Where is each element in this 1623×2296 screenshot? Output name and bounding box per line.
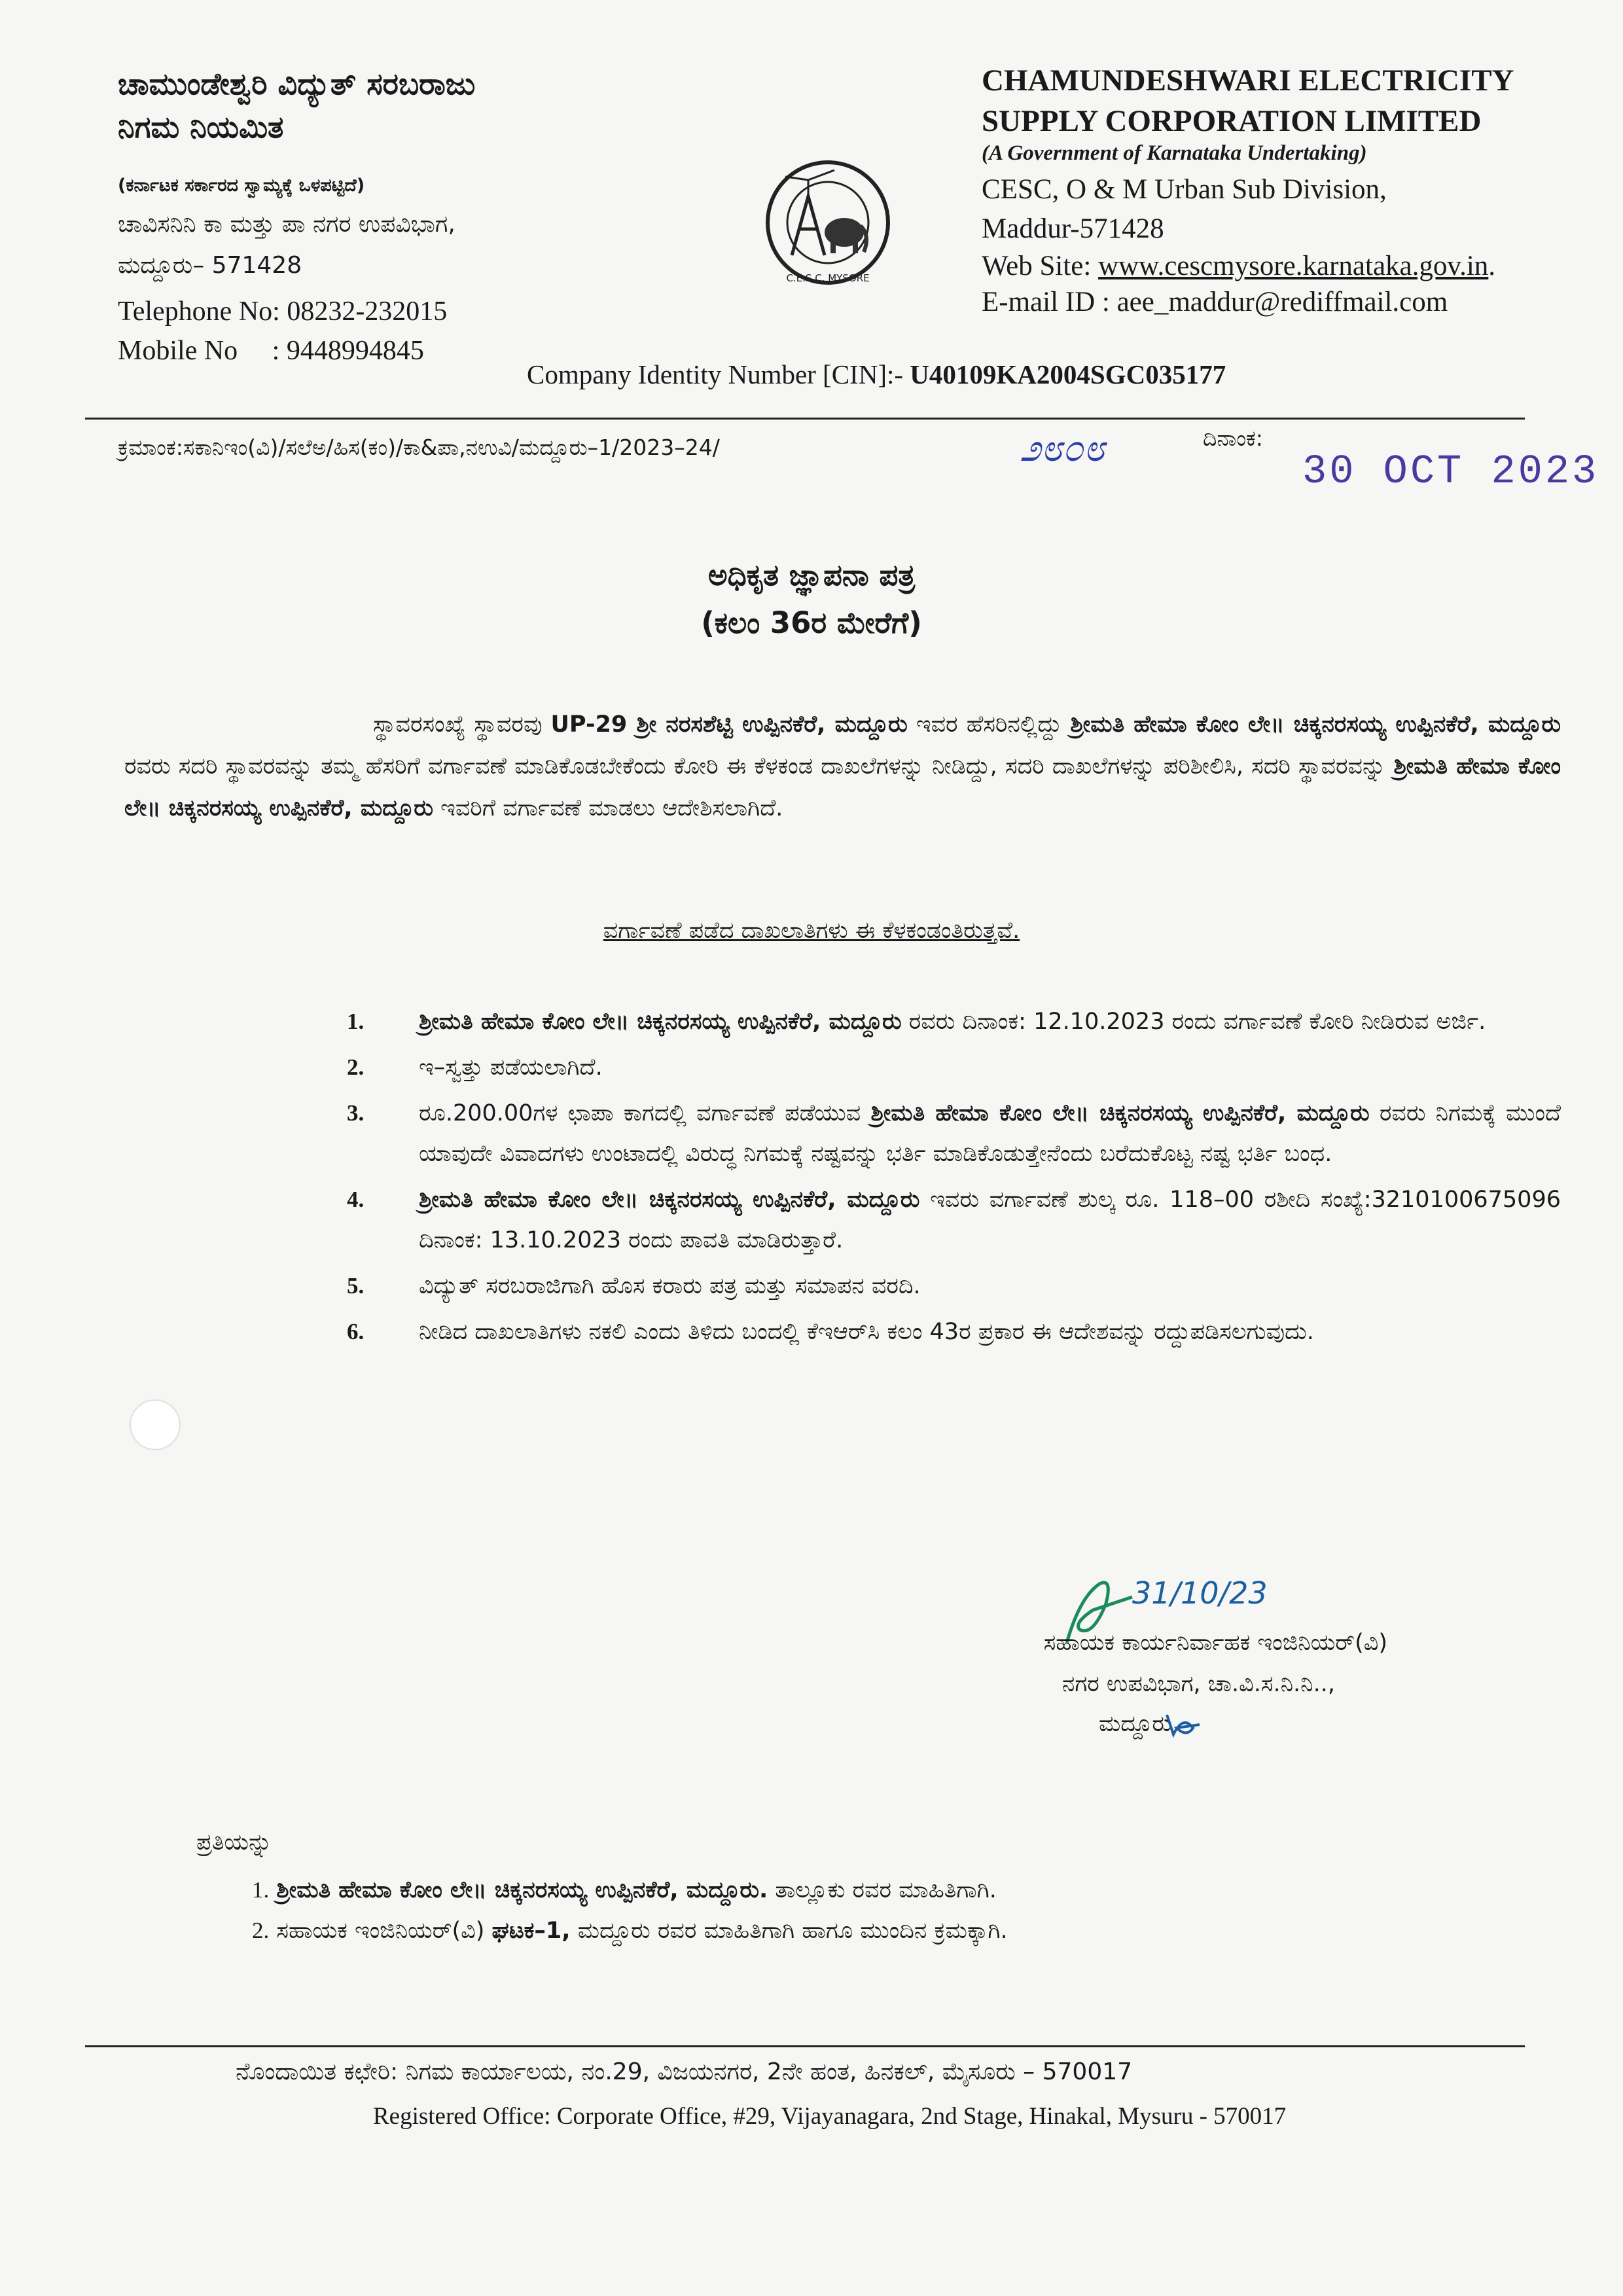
signatory-office: ನಗರ ಉಪವಿಭಾಗ, ಚಾ.ವಿ.ಸ.ನಿ.ನಿ.., (1061, 1671, 1335, 1697)
date-label: ದಿನಾಂಕ: (1203, 425, 1263, 451)
copy-item: 2. ಸಹಾಯಕ ಇಂಜಿನಿಯರ್(ವಿ) ಘಟಕ–1, ಮದ್ದೂರು ರವರ ಮಾಹಿತಿಗಾಗಿ ಹಾಗೂ ಮುಂದಿನ ಕ್ರಮಕ್ಕಾಗಿ. (252, 1918, 1008, 1944)
footer-en-address: Registered Office: Corporate Office, #29, Vijayanagara, 2nd Stage, Hinakal, Mysuru - 570017 (373, 2103, 1287, 2130)
signatory-title: ಸಹಾಯಕ ಕಾರ್ಯನಿರ್ವಾಹಕ ಇಂಜಿನಿಯರ್(ವಿ) (1043, 1630, 1387, 1656)
en-office: CESC, O & M Urban Sub Division, (982, 174, 1387, 205)
website-line: Web Site: www.cescmysore.karnataka.gov.in. (982, 251, 1496, 281)
website-link[interactable]: www.cescmysore.karnataka.gov.in (1098, 251, 1489, 281)
body-paragraph: ಸ್ಥಾವರಸಂಖ್ಯೆ ಸ್ಥಾವರವು UP-29 ಶ್ರೀ ನರಸಶೆಟ್ಟಿ ಉಪ್ಪಿನಕೆರೆ, ಮದ್ದೂರು ಇವರ ಹೆಸರಿನಲ್ಲಿದ್ದು ಶ್ರೀಮತಿ ಹೇಮಾ ಕೋಂ ಲೇ॥ ಚಿಕ್ಕನರಸಯ್ಯ ಉಪ್ಪಿನಕೆರೆ, ಮದ್ದೂರು ರವರು ಸದರಿ ಸ್ಥಾವರವನ್ನು ತಮ್ಮ ಹೆಸರಿಗೆ ವರ್ಗಾವಣೆ ಮಾಡಿಕೊಡಬೇಕೆಂದು ಕೋರಿ ಈ ಕೆಳಕಂಡ ದಾಖಲೆಗಳನ್ನು ನೀಡಿದ್ದು, ಸದರಿ ದಾಖಲೆಗಳನ್ನು ಪರಿಶೀಲಿಸಿ, ಸದರಿ ಸ್ಥಾವರವನ್ನು ಶ್ರೀಮತಿ ಹೇಮಾ ಕೋಂ ಲೇ॥ ಚಿಕ್ಕನರಸಯ್ಯ ಉಪ್ಪಿನಕೆರೆ, ಮದ್ದೂರು ಇವರಿಗೆ ವರ್ಗಾವಣೆ ಮಾಡಲು ಆದೇಶಿಸಲಾಗಿದೆ. (124, 711, 1561, 821)
copy-to-label: ಪ್ರತಿಯನ್ನು (196, 1829, 272, 1856)
email: E-mail ID : aee_maddur@rediffmail.com (982, 287, 1448, 317)
kn-city: ಮದ್ದೂರು– 571428 (118, 252, 302, 279)
list-item: 6. ನೀಡಿದ ದಾಖಲಾತಿಗಳು ನಕಲಿ ಎಂದು ತಿಳಿದು ಬಂದಲ್ಲಿ ಕೆಇಆರ್‌ಸಿ ಕಲಂ 43ರ ಪ್ರಕಾರ ಈ ಆದೇಶವನ್ನು ರದ್ದುಪಡಿಸಲಗುವುದು. (347, 1319, 1314, 1345)
mobile: Mobile No : 9448994845 (118, 336, 424, 366)
initials-mark (1164, 1708, 1203, 1744)
svg-text:31/10/23: 31/10/23 (1132, 1575, 1268, 1611)
list-item: 2. ಇ–ಸ್ವತ್ತು ಪಡೆಯಲಾಗಿದೆ. (347, 1054, 603, 1081)
date-stamp: 30 OCT 2023 (1302, 448, 1599, 495)
footer-divider (85, 2045, 1525, 2047)
documents-subheading: ವರ್ಗಾವಣೆ ಪಡೆದ ದಾಖಲಾತಿಗಳು ಈ ಕೆಳಕಂಡಂತಿರುತ್ತವೆ. (603, 918, 1020, 944)
punch-hole (131, 1401, 179, 1449)
cin-line: Company Identity Number [CIN]:- U40109KA2004SGC035177 (527, 359, 1226, 389)
list-item: 5. ವಿದ್ಯುತ್ ಸರಬರಾಜಿಗಾಗಿ ಹೊಸ ಕರಾರು ಪತ್ರ ಮತ್ತು ಸಮಾಪನ ವರದಿ. (347, 1273, 921, 1299)
list-item: 4. ಶ್ರೀಮತಿ ಹೇಮಾ ಕೋಂ ಲೇ॥ ಚಿಕ್ಕನರಸಯ್ಯ ಉಪ್ಪಿನಕೆರೆ, ಮದ್ದೂರು ಇವರು ವರ್ಗಾವಣೆ ಶುಲ್ಕ ರೂ. 118–00 ರಶೀದಿ ಸಂಖ್ಯೆ:3210100675096 ದಿನಾಂಕ: 13.10.2023 ರಂದು ಪಾವತಿ ಮಾಡಿರುತ್ತಾರೆ. (347, 1187, 1561, 1253)
en-city: Maddur-571428 (982, 213, 1164, 244)
kn-gov-undertaking: (ಕರ್ನಾಟಕ ಸರ್ಕಾರದ ಸ್ವಾಮ್ಯಕ್ಕೆ ಒಳಪಟ್ಟಿದೆ) (118, 175, 365, 196)
kn-office: ಚಾವಿಸನಿನಿ ಕಾ ಮತ್ತು ಪಾ ನಗರ ಉಪವಿಭಾಗ, (118, 211, 455, 238)
telephone: Telephone No: 08232-232015 (118, 296, 448, 327)
document-subtitle: (ಕಲಂ 36ರ ಮೇರೆಗೆ) (701, 605, 922, 640)
signatory-city: ಮದ್ದೂರು (1098, 1711, 1171, 1737)
reference-number: ಕ್ರಮಾಂಕ:ಸಕಾನಿಇಂ(ವಿ)/ಸಲೆಅ/ಹಿಸ(ಕಂ)/ಕಾ&ಪಾ,ನಉವಿ/ಮದ್ದೂರು–1/2023–24/ (118, 435, 720, 460)
list-item: 1. ಶ್ರೀಮತಿ ಹೇಮಾ ಕೋಂ ಲೇ॥ ಚಿಕ್ಕನರಸಯ್ಯ ಉಪ್ಪಿನಕೆರೆ, ಮದ್ದೂರು ರವರು ದಿನಾಂಕ: 12.10.2023 ರಂದು ವರ್ಗಾವಣೆ ಕೋರಿ ನೀಡಿರುವ ಅರ್ಜಿ. (347, 1009, 1486, 1035)
header-divider (85, 418, 1525, 420)
en-company-name: CHAMUNDESHWARI ELECTRICITY SUPPLY CORPORATION LIMITED (982, 63, 1514, 138)
document-title: ಅಧಿಕೃತ ಜ್ಞಾಪನಾ ಪತ್ರ (707, 558, 916, 592)
documents-list (340, 1001, 1561, 1357)
list-item: 3. ರೂ.200.00ಗಳ ಛಾಪಾ ಕಾಗದಲ್ಲಿ ವರ್ಗಾವಣೆ ಪಡೆಯುವ ಶ್ರೀಮತಿ ಹೇಮಾ ಕೋಂ ಲೇ॥ ಚಿಕ್ಕನರಸಯ್ಯ ಉಪ್ಪಿನಕೆರೆ, ಮದ್ದೂರು ರವರು ನಿಗಮಕ್ಕೆ ಮುಂದೆ ಯಾವುದೇ ವಿವಾದಗಳು ಉಂಟಾದಲ್ಲಿ ವಿರುದ್ಧ ನಿಗಮಕ್ಕೆ ನಷ್ಟವನ್ನು ಭರ್ತಿ ಮಾಡಿಕೊಡುತ್ತೇನೆಂದು ಬರೆದುಕೊಟ್ಟ ನಷ್ಟ ಭರ್ತಿ ಬಂಧ. (347, 1100, 1561, 1167)
en-gov-undertaking: (A Government of Karnataka Undertaking) (982, 141, 1367, 165)
kn-company-name: ಚಾಮುಂಡೇಶ್ವರಿ ವಿದ್ಯುತ್ ಸರಬರಾಜು ನಿಗಮ ನಿಯಮಿತ (118, 66, 476, 145)
handwritten-ref-number: ೨೮೦೮ (1020, 425, 1105, 470)
footer-kn-address: ನೊಂದಾಯಿತ ಕಛೇರಿ: ನಿಗಮ ಕಾರ್ಯಾಲಯ, ನಂ.29, ವಿಜಯನಗರ, 2ನೇ ಹಂತ, ಹಿನಕಲ್, ಮೈಸೂರು – 570017 (236, 2058, 1133, 2085)
cesc-logo (762, 157, 893, 288)
copy-item: 1. ಶ್ರೀಮತಿ ಹೇಮಾ ಕೋಂ ಲೇ॥ ಚಿಕ್ಕನರಸಯ್ಯ ಉಪ್ಪಿನಕೆರೆ, ಮದ್ದೂರು. ತಾಲ್ಲೂಕು ರವರ ಮಾಹಿತಿಗಾಗಿ. (252, 1877, 997, 1903)
svg-text:C.E.S.C. MYSORE: C.E.S.C. MYSORE (786, 272, 870, 284)
